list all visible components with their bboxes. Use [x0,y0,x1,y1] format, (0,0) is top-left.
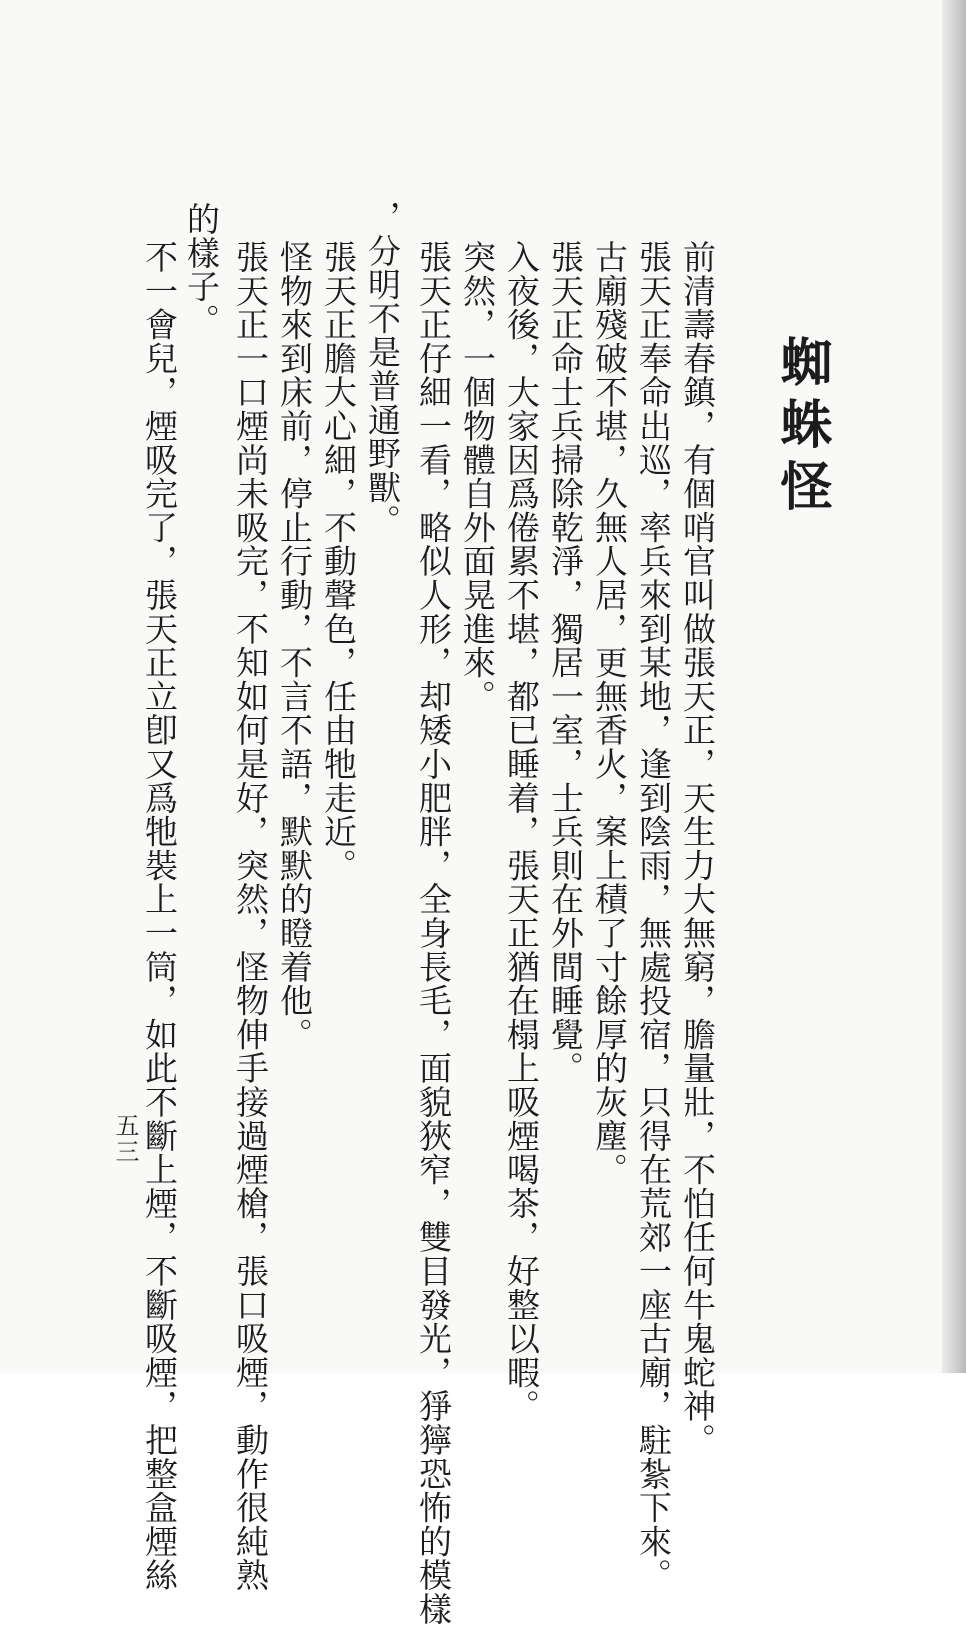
text-column-2: 張天正奉命出巡，率兵來到某地，逢到陰雨，無處投宿，只得在荒郊一座古廟，駐紮下來。 [634,240,673,1592]
text-column-1: 前清壽春鎮，有個哨官叫做張天正，天生力大無窮，膽量壯，不怕任何牛鬼蛇神。 [678,240,717,1457]
text-column-11: 張天正一口煙尚未吸完，不知如何是好，突然，怪物伸手接過煙槍，張口吸煙，動作很純熟 [231,240,270,1592]
text-column-3: 古廟殘破不堪，久無人居，更無香火，案上積了寸餘厚的灰塵。 [590,240,629,1187]
text-column-8: ，分明不是普通野獸。 [363,200,402,538]
text-column-5: 入夜後，大家因爲倦累不堪，都已睡着，張天正猶在榻上吸煙喝茶，好整以暇。 [502,240,541,1423]
text-column-13: 不一會兒，煙吸完了，張天正立卽又爲牠裝上一筒，如此不斷上煙，不斷吸煙，把整盒煙絲 [140,240,179,1592]
text-column-6: 突然，一個物體自外面晃進來。 [458,240,497,714]
page-edge-shadow [942,0,966,1373]
text-column-4: 張天正命士兵掃除乾淨，獨居一室，士兵則在外間睡覺。 [546,240,585,1085]
text-column-7: 張天正仔細一看，略似人形，却矮小肥胖，全身長毛，面貌狹窄，雙目發光，猙獰恐怖的模樣 [414,240,453,1626]
chapter-title: 蜘蛛怪 [771,335,832,521]
page-number: 五三 [111,1113,139,1165]
text-column-9: 張天正膽大心細，不動聲色，任由牠走近。 [319,240,358,883]
text-column-12: 的樣子。 [182,202,221,338]
text-column-10: 怪物來到床前，停止行動，不言不語，默默的瞪着他。 [275,240,314,1052]
